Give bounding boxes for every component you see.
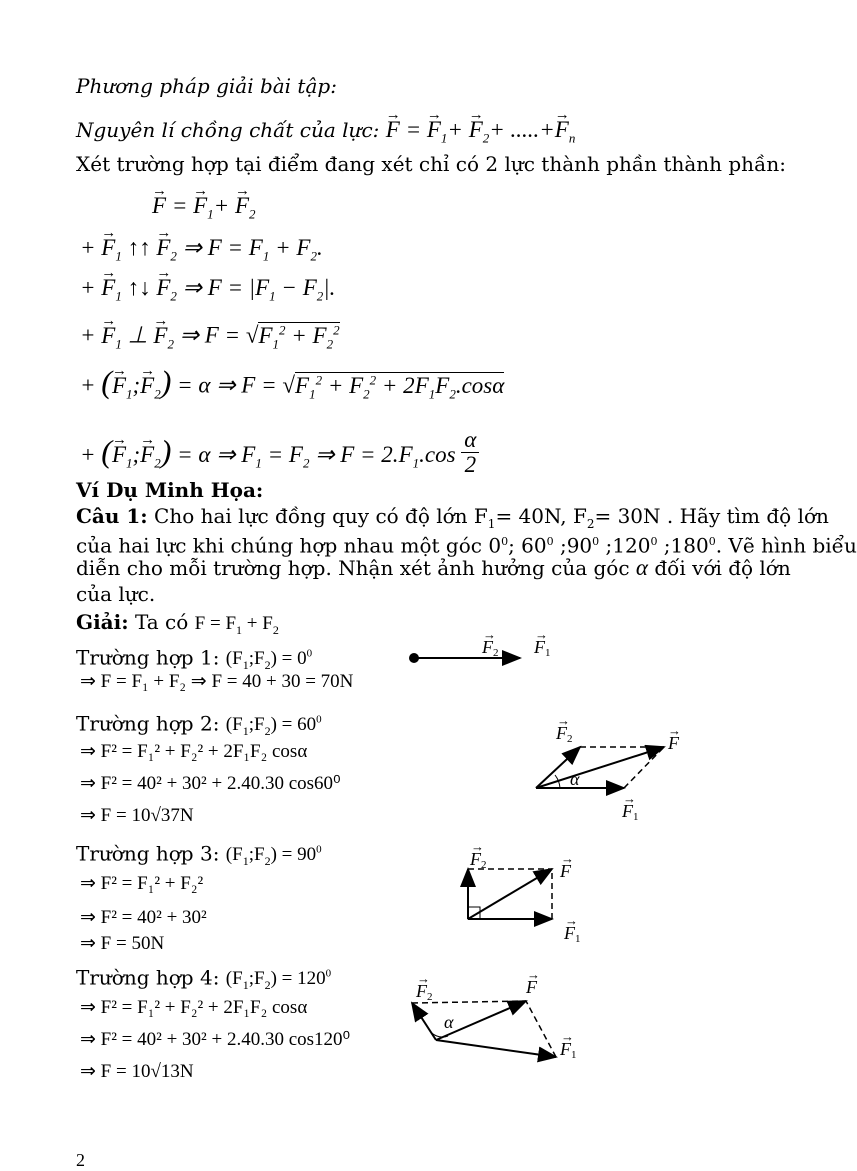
svg-text:F: F	[482, 637, 493, 657]
case-1-heading: Trường hợp 1: $(F_1;F_2) = 0^0$	[76, 645, 313, 673]
case-3-heading: Trường hợp 3: $(F_1;F_2) = 90^0$	[76, 841, 322, 869]
case-2-line-1: ⇒ F² = F₁² + F₂² + 2F₁F₂ cosα	[80, 741, 308, 762]
svg-text:1: 1	[575, 933, 581, 945]
formula-parallel: + → $F_1$ ↑↑ → $F_2$ ⇒ $F = F_1 + F_2$.	[80, 236, 323, 269]
case-1-diagram	[409, 627, 551, 663]
formula-equal: + (→ $F_1;\to F_2) = \alpha$ ⇒ $F_1 = F_2$ ⇒ $F = 2.F_1.\cos$ $\frac{\alpha}{2}$	[80, 432, 479, 481]
vector-diagrams	[400, 625, 780, 1095]
formula-perpendicular: + → $F_1$ ⊥ → $F_2$ ⇒ $F = √F_1^2 + F_2^2$	[80, 318, 340, 356]
question-text-2: của hai lực khi chúng hợp nhau một góc 0	[76, 533, 502, 558]
case-number: 4	[199, 965, 213, 990]
case-angle: 60	[297, 714, 317, 736]
solution-intro: Ta có	[134, 610, 189, 634]
svg-text:F: F	[556, 723, 567, 743]
superposition-label: Nguyên lí chồng chất của lực:	[76, 118, 380, 142]
svg-text:F: F	[564, 923, 575, 943]
question-line-3: diễn cho mỗi trường hợp. Nhận xét ảnh hưởng của góc α đối với độ lớn	[76, 555, 791, 580]
question-text-3b: đối với độ lớn	[647, 556, 791, 580]
svg-text:→: →	[417, 971, 430, 986]
svg-text:→: →	[623, 791, 636, 806]
superposition-formula: → F = → $F_1+ \to F_2+$ .....+→ $F_n$	[386, 117, 576, 142]
svg-text:1: 1	[633, 811, 639, 823]
svg-text:F: F	[416, 981, 427, 1001]
case-4-diagram	[412, 967, 577, 1061]
svg-text:2: 2	[481, 859, 487, 871]
svg-text:F: F	[560, 861, 571, 881]
svg-text:→: →	[557, 713, 570, 728]
svg-text:→: →	[668, 723, 681, 738]
svg-text:2: 2	[493, 647, 499, 659]
case-angle: 0	[297, 648, 307, 670]
svg-text:F: F	[470, 849, 481, 869]
formula-sum: → F = → $F_1+ \to F_2$	[152, 194, 256, 227]
method-heading: Phương pháp giải bài tập:	[76, 74, 337, 98]
case-4-line-3: ⇒ F = 10√13N	[80, 1061, 194, 1082]
svg-text:F: F	[668, 733, 679, 753]
superposition-line	[76, 118, 575, 151]
case-3-line-1: ⇒ F² = F₁² + F₂²	[80, 873, 204, 894]
case-label: Trường hợp	[76, 841, 194, 866]
solution-line: Giải: Ta có $F = F_1 + F_2$	[76, 610, 279, 637]
solution-label: Giải:	[76, 610, 129, 634]
question-text-3: diễn cho mỗi trường hợp. Nhận xét ảnh hưởng của góc	[76, 556, 630, 580]
question-line-2: của hai lực khi chúng hợp nhau một góc $0^0$; $60^0$ $;90^0$ $;120^0$ $;180^0$. Vẽ hình biểu	[76, 533, 857, 558]
svg-text:→: →	[527, 967, 540, 982]
svg-text:F: F	[622, 801, 633, 821]
svg-text:α: α	[444, 1012, 454, 1032]
formula-antiparallel: + → $F_1$ ↑↓ → $F_2$ ⇒ $F = |F_1 - F_2|$.	[80, 276, 335, 309]
svg-text:→: →	[561, 851, 574, 866]
case-4-line-1: ⇒ F² = F₁² + F₂² + 2F₁F₂ cosα	[80, 997, 308, 1018]
svg-text:F: F	[526, 977, 537, 997]
formula-angle: + (→ $F_1;\to F_2) = \alpha$ ⇒ $F = √F_1^2 + F_2^2 + 2F_1F_2.\cos\alpha$	[80, 368, 504, 406]
two-force-text: Xét trường hợp tại điểm đang xét chỉ có 2 lực thành phần thành phần:	[76, 152, 786, 176]
svg-text:→: →	[535, 627, 548, 642]
case-4-line-2: ⇒ F² = 40² + 30² + 2.40.30 cos120⁰	[80, 1029, 351, 1050]
svg-text:F: F	[534, 637, 545, 657]
case-1-line-1: ⇒ F = F₁ + F₂ ⇒ F = 40 + 30 = 70N	[80, 671, 354, 692]
question-text-1c: = 30N . Hãy tìm độ lớn	[594, 504, 829, 528]
question-text-1b: = 40N, F	[495, 504, 587, 528]
case-angle: 120	[297, 968, 326, 990]
case-3-line-3: ⇒ F = 50N	[80, 933, 165, 954]
svg-text:→: →	[483, 627, 496, 642]
question-line-1: Câu 1: Cho hai lực đồng quy có độ lớn $F_1= 40N$, $F_2= 30N$ . Hãy tìm độ lớn	[76, 504, 829, 531]
case-number: 3	[199, 841, 213, 866]
case-4-heading: Trường hợp 4: $(F_1;F_2) = 120^0$	[76, 965, 332, 993]
svg-text:→: →	[565, 913, 578, 928]
case-2-diagram	[536, 713, 681, 823]
question-label: Câu 1:	[76, 504, 148, 528]
svg-text:1: 1	[545, 647, 551, 659]
question-text-1: Cho hai lực đồng quy có độ lớn F	[147, 504, 488, 528]
case-label: Trường hợp	[76, 645, 194, 670]
question-line-4: của lực.	[76, 582, 156, 606]
svg-text:α: α	[570, 769, 580, 789]
case-number: 1	[199, 645, 213, 670]
svg-text:→: →	[471, 839, 484, 854]
svg-text:1: 1	[571, 1049, 577, 1061]
svg-text:2: 2	[427, 991, 433, 1003]
case-3-line-2: ⇒ F² = 40² + 30²	[80, 907, 207, 928]
case-2-line-2: ⇒ F² = 40² + 30² + 2.40.30 cos60⁰	[80, 773, 341, 794]
example-heading: Ví Dụ Minh Họa:	[76, 478, 264, 502]
case-label: Trường hợp	[76, 711, 194, 736]
case-3-diagram	[468, 839, 581, 945]
svg-text:→: →	[561, 1029, 574, 1044]
page-number: 2	[76, 1150, 85, 1170]
svg-text:2: 2	[567, 733, 573, 745]
case-2-heading: Trường hợp 2: $(F_1;F_2) = 60^0$	[76, 711, 322, 739]
case-number: 2	[199, 711, 213, 736]
case-angle: 90	[297, 844, 317, 866]
case-2-line-3: ⇒ F = 10√37N	[80, 805, 194, 826]
case-label: Trường hợp	[76, 965, 194, 990]
svg-text:F: F	[560, 1039, 571, 1059]
